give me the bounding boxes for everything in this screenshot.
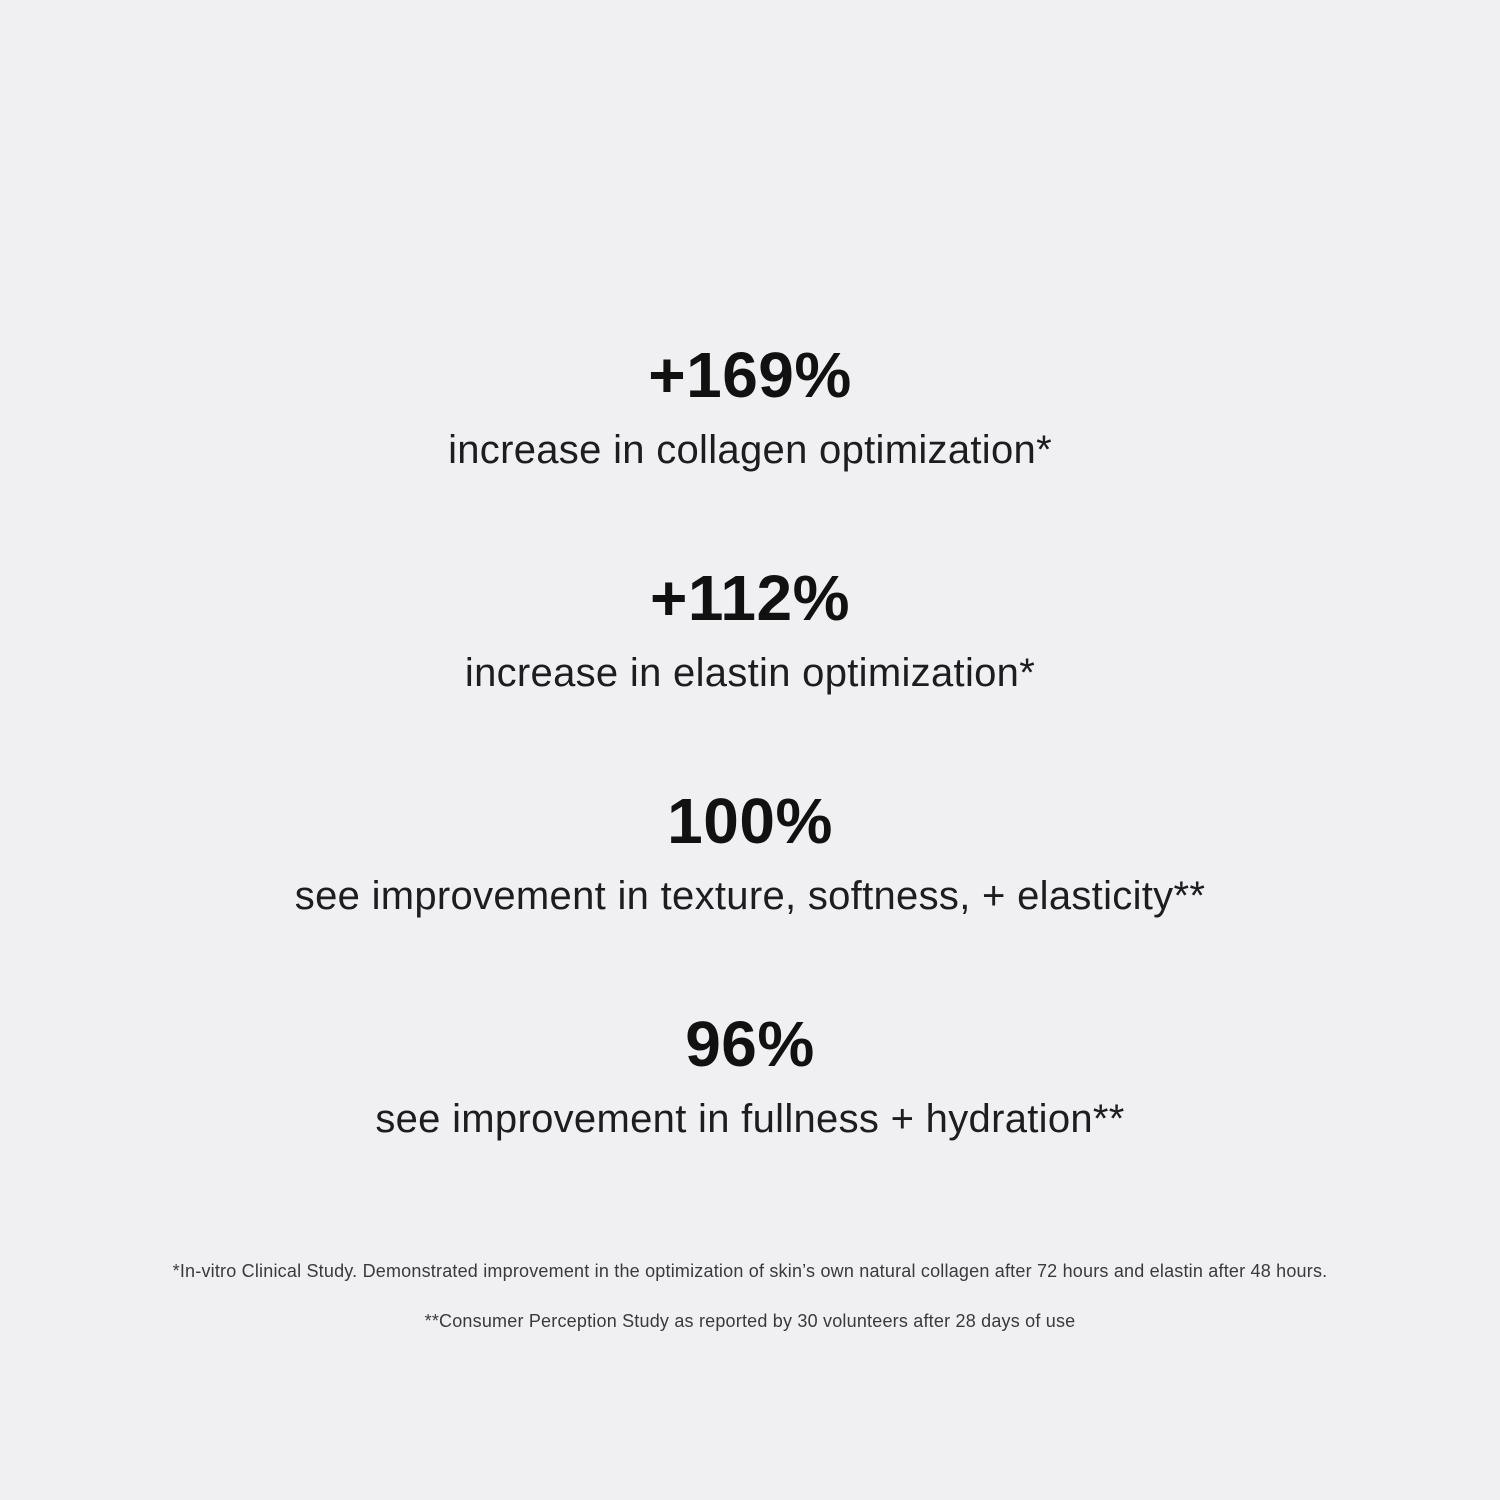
stat-label-collagen: increase in collagen optimization* (448, 428, 1052, 472)
stat-value-elastin: +112% (649, 562, 851, 634)
stat-label-fullness: see improvement in fullness + hydration** (375, 1097, 1125, 1141)
stat-elastin-optimization (0, 564, 1500, 698)
stat-texture-softness-elasticity (0, 787, 1500, 921)
stat-label-elastin: increase in elastin optimization* (464, 651, 1036, 695)
footnote-consumer-perception-study: **Consumer Perception Study as reported by 30 volunteers after 28 days of use (424, 1311, 1076, 1331)
footnote-clinical-study: *In-vitro Clinical Study. Demonstrated improvement in the optimization of skin’s own natural collagen after 72 hours and elastin after 48 hours. (172, 1261, 1328, 1281)
stat-value-texture: 100% (667, 785, 833, 857)
footnotes-section (0, 1259, 1500, 1333)
stat-value-collagen: +169% (648, 339, 852, 411)
stat-collagen-optimization (0, 341, 1500, 475)
stat-label-texture: see improvement in texture, softness, + elasticity** (294, 874, 1206, 918)
stat-fullness-hydration (0, 1010, 1500, 1144)
stat-value-fullness: 96% (685, 1008, 815, 1080)
